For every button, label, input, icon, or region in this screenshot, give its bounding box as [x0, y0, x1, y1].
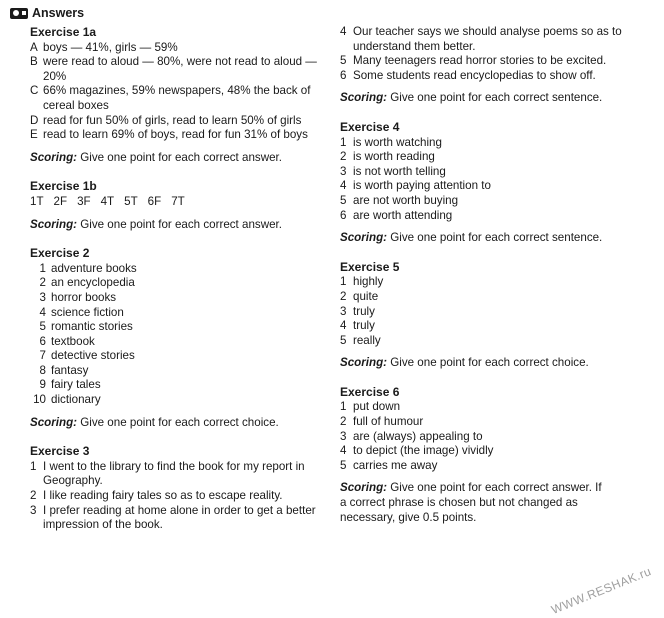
- answer-item: [30, 262, 330, 277]
- exercise-title: Exercise 5: [340, 259, 400, 274]
- item-number: A: [30, 40, 38, 54]
- item-text: detective stories: [51, 349, 135, 363]
- item-text: Many teenagers read horror stories to be excited.: [353, 54, 607, 68]
- answer-item: [340, 305, 660, 320]
- scoring-note: [30, 151, 330, 166]
- item-text: I prefer reading at home alone in order to get a better impression of the book.: [43, 503, 316, 532]
- answer-item: [30, 291, 330, 306]
- answer-item: [340, 25, 660, 54]
- item-text: textbook: [51, 334, 95, 348]
- item-text: an encyclopedia: [51, 276, 135, 290]
- item-number: 1: [340, 275, 347, 289]
- item-number: E: [30, 128, 38, 142]
- scoring-label: Scoring:: [340, 356, 388, 370]
- item-number: 5: [39, 320, 46, 334]
- exercise-1b: [30, 179, 330, 232]
- exercise-title: Exercise 1a: [30, 25, 97, 39]
- exercise-title: Exercise 3: [30, 444, 90, 459]
- answer-item: [30, 489, 330, 504]
- scoring-label: Scoring:: [340, 231, 388, 245]
- scoring-note: [30, 416, 330, 431]
- answer-item: [30, 55, 330, 84]
- item-text: full of humour: [353, 415, 424, 429]
- item-number: 2: [39, 276, 46, 290]
- exercise-title: Exercise 1b: [30, 179, 97, 194]
- answer-chip: 7T: [171, 194, 185, 208]
- item-number: 4: [340, 179, 347, 193]
- answer-item: [30, 306, 330, 321]
- answer-item: [30, 460, 330, 489]
- audio-cd-icon: [10, 8, 28, 19]
- item-number: 4: [39, 305, 46, 319]
- item-number: 4: [340, 25, 347, 38]
- answer-item: [30, 335, 330, 350]
- scoring-text: Give one point for each correct answer.: [77, 217, 282, 231]
- item-number: 2: [340, 289, 347, 303]
- item-text: adventure books: [51, 261, 137, 275]
- item-number: 5: [340, 193, 347, 207]
- answer-list: [30, 195, 330, 210]
- item-number: D: [30, 113, 39, 127]
- item-text: is worth paying attention to: [353, 179, 491, 193]
- answer-item: [340, 319, 660, 334]
- item-number: 3: [340, 429, 347, 443]
- item-number: 5: [340, 458, 347, 472]
- answer-item: [340, 194, 660, 209]
- item-text: were read to aloud — 80%, were not read to aloud — 20%: [43, 55, 317, 83]
- item-text: truly: [353, 319, 375, 333]
- item-text: read to learn 69% of boys, read for fun 31% of boys: [43, 128, 308, 142]
- item-number: 7: [39, 349, 46, 363]
- scoring-text: Give one point for each correct choice.: [77, 415, 279, 429]
- scoring-text: Give one point for each correct answer. If a correct phrase is chosen but not changed as necessary, give 0.5 points.: [340, 481, 602, 524]
- item-text: quite: [353, 289, 379, 303]
- answer-item: [30, 320, 330, 335]
- item-text: is worth reading: [353, 150, 435, 164]
- item-number: 3: [340, 164, 347, 178]
- item-text: truly: [353, 304, 375, 318]
- exercise-3: [30, 444, 330, 533]
- item-number: 8: [39, 363, 46, 377]
- item-text: highly: [353, 275, 384, 289]
- answer-item: [30, 393, 330, 408]
- page-title: Answers: [32, 6, 85, 20]
- item-text: are (always) appealing to: [353, 429, 483, 443]
- answer-item: [340, 334, 660, 349]
- scoring-label: Scoring:: [30, 150, 78, 164]
- item-number: 6: [340, 208, 347, 222]
- item-text: Some students read encyclopedias to show off.: [353, 68, 596, 82]
- item-text: is worth watching: [353, 135, 442, 149]
- item-number: 3: [340, 304, 347, 318]
- item-text: romantic stories: [51, 320, 133, 334]
- answer-item: [340, 69, 660, 84]
- answer-item: [340, 290, 660, 305]
- scoring-note: [340, 481, 610, 525]
- item-number: 1: [340, 400, 347, 414]
- answer-item: [340, 459, 660, 474]
- scoring-label: Scoring:: [340, 481, 388, 495]
- item-text: carries me away: [353, 458, 438, 472]
- exercise-4: [340, 120, 660, 246]
- answer-chip: 5T: [124, 194, 138, 208]
- answer-item: [30, 349, 330, 364]
- item-text: I went to the library to find the book for my report in Geography.: [43, 459, 305, 488]
- answer-item: [340, 209, 660, 224]
- answer-item: [30, 114, 330, 129]
- answer-chip: 6F: [147, 194, 162, 208]
- item-number: C: [30, 84, 39, 98]
- watermark: WWW.RESHAK.ru: [549, 564, 654, 618]
- exercise-title: Exercise 4: [340, 119, 400, 134]
- exercise-title: Exercise 2: [30, 246, 90, 261]
- answer-item: [30, 378, 330, 393]
- answer-item: [30, 504, 330, 533]
- answer-item: [340, 54, 660, 69]
- scoring-label: Scoring:: [30, 415, 78, 429]
- item-text: dictionary: [51, 393, 101, 407]
- scoring-label: Scoring:: [340, 91, 388, 105]
- item-number: 1: [340, 135, 347, 149]
- item-text: I like reading fairy tales so as to escape reality.: [43, 489, 283, 503]
- item-number: 6: [340, 68, 347, 82]
- answer-item: [30, 41, 330, 56]
- answer-item: [30, 364, 330, 379]
- item-text: put down: [353, 400, 401, 414]
- item-text: is not worth telling: [353, 164, 446, 178]
- exercise-2: [30, 246, 330, 430]
- item-number: 1: [39, 261, 46, 275]
- item-number: 2: [30, 489, 37, 503]
- scoring-note: [30, 218, 330, 233]
- item-text: are not worth buying: [353, 193, 459, 207]
- item-number: 4: [340, 444, 347, 458]
- answer-item: [340, 415, 660, 430]
- item-number: B: [30, 55, 38, 69]
- item-number: 3: [39, 290, 46, 304]
- left-column: [30, 25, 330, 547]
- answer-item: [30, 128, 330, 143]
- item-text: Our teacher says we should analyse poems so as to understand them better.: [353, 25, 622, 53]
- answer-chip: 4T: [100, 194, 115, 208]
- answer-chip: 1T: [30, 194, 44, 208]
- item-text: really: [353, 333, 381, 347]
- exercise-6: [340, 385, 660, 525]
- item-text: horror books: [51, 290, 117, 304]
- scoring-text: Give one point for each correct sentence.: [387, 91, 603, 105]
- scoring-label: Scoring:: [30, 217, 78, 231]
- exercise-5: [340, 260, 660, 371]
- exercise-title: Exercise 6: [340, 384, 400, 399]
- scoring-note: [340, 356, 660, 371]
- answers-header: [10, 6, 84, 21]
- answer-item: [340, 275, 660, 290]
- exercise-3-continued: [340, 25, 660, 106]
- item-number: 1: [30, 459, 37, 473]
- item-number: 6: [39, 334, 46, 348]
- item-text: fantasy: [51, 363, 89, 377]
- item-text: fairy tales: [51, 378, 101, 392]
- answer-chip: 2F: [53, 194, 68, 208]
- answer-item: [340, 136, 660, 151]
- right-column: [340, 25, 660, 539]
- item-number: 9: [39, 378, 46, 392]
- answer-item: [30, 276, 330, 291]
- item-number: 3: [30, 503, 37, 517]
- item-text: are worth attending: [353, 208, 453, 222]
- item-number: 5: [340, 54, 347, 68]
- item-number: 2: [340, 150, 347, 164]
- item-number: 10: [33, 393, 46, 407]
- item-text: 66% magazines, 59% newspapers, 48% the back of cereal boxes: [43, 84, 311, 112]
- answer-item: [340, 150, 660, 165]
- item-text: read for fun 50% of girls, read to learn 50% of girls: [43, 113, 302, 127]
- answer-item: [340, 444, 660, 459]
- answer-item: [340, 430, 660, 445]
- scoring-text: Give one point for each correct answer.: [77, 150, 282, 164]
- item-text: boys — 41%, girls — 59%: [43, 40, 178, 54]
- scoring-text: Give one point for each correct sentence.: [387, 231, 603, 245]
- answer-item: [340, 400, 660, 415]
- scoring-note: [340, 91, 660, 106]
- answer-item: [340, 179, 660, 194]
- answer-chip: 3F: [77, 194, 91, 208]
- answer-item: [30, 84, 330, 113]
- answer-item: [340, 165, 660, 180]
- item-text: to depict (the image) vividly: [353, 444, 494, 458]
- item-text: science fiction: [51, 305, 124, 319]
- exercise-1a: [30, 25, 330, 165]
- item-number: 5: [340, 333, 347, 347]
- scoring-note: [340, 231, 660, 246]
- item-number: 2: [340, 415, 347, 429]
- item-number: 4: [340, 319, 347, 333]
- scoring-text: Give one point for each correct choice.: [387, 356, 589, 370]
